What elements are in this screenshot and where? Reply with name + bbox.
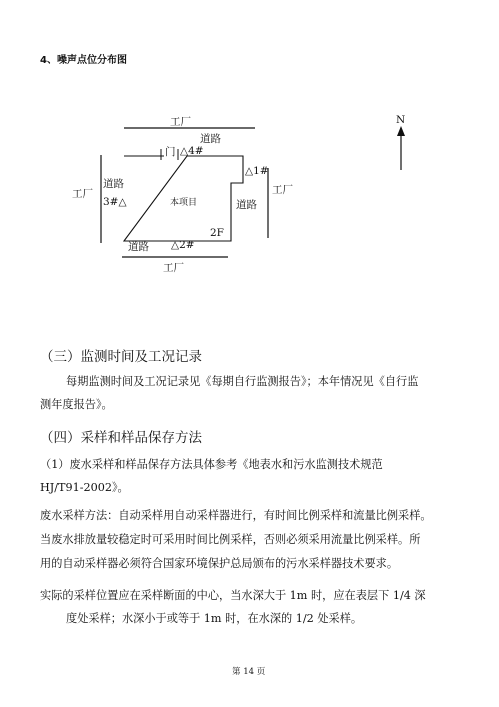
label-point-3: 3#△ xyxy=(103,196,127,208)
label-road-right: 道路 xyxy=(236,199,257,211)
north-arrow-head xyxy=(397,126,405,136)
label-point-4: △4# xyxy=(180,145,204,157)
label-point-1: △1# xyxy=(245,165,269,177)
label-factory-right: 工厂 xyxy=(272,184,293,196)
section-4-para-2-line-3: 用的自动采样器必须符合国家环境保护总局颁布的污水采样器技术要求。 xyxy=(40,557,399,570)
label-road-left: 道路 xyxy=(103,178,124,190)
section-4-para-1-line-1: （1）废水采样和样品保存方法具体参考《地表水和污水监测技术规范 xyxy=(40,458,383,471)
label-2f: 2F xyxy=(210,227,224,239)
label-road-top: 道路 xyxy=(200,133,221,145)
section-3-para-line-1: 每期监测时间及工况记录见《每期自行监测报告》；本年情况见《自行监 xyxy=(66,375,419,388)
label-factory-bottom: 工厂 xyxy=(163,262,184,274)
section-3-para-line-2: 测年度报告》。 xyxy=(40,398,113,411)
noise-map-diagram xyxy=(0,0,499,300)
section-4-para-3-line-2: 度处采样；水深小于或等于 1m 时，在水深的 1/2 处采样。 xyxy=(66,612,363,625)
section-4-title: （四）采样和样品保存方法 xyxy=(40,430,202,446)
section-4-para-2-line-1: 废水采样方法：自动采样用自动采样器进行，有时间比例采样和流量比例采样。 xyxy=(40,509,432,522)
page-number: 第 14 页 xyxy=(232,667,266,677)
label-road-bottom: 道路 xyxy=(128,241,149,253)
label-gate: 门 xyxy=(165,146,176,158)
label-point-2: △2# xyxy=(171,239,195,251)
section-4-para-1-line-2: HJ/T91-2002》。 xyxy=(40,481,129,494)
label-factory-left: 工厂 xyxy=(72,188,93,200)
heading-noise-map: 4、噪声点位分布图 xyxy=(40,55,127,66)
label-project: 本项目 xyxy=(170,198,198,208)
label-factory-top: 工厂 xyxy=(170,116,191,128)
section-3-title: （三）监测时间及工况记录 xyxy=(40,349,202,365)
north-label: N xyxy=(396,114,406,126)
section-4-para-3-line-1: 实际的采样位置应在采样断面的中心，当水深大于 1m 时，应在表层下 1/4 深 xyxy=(40,589,426,602)
section-4-para-2-line-2: 当废水排放量较稳定时可采用时间比例采样，否则必须采用流量比例采样。所 xyxy=(40,533,421,546)
